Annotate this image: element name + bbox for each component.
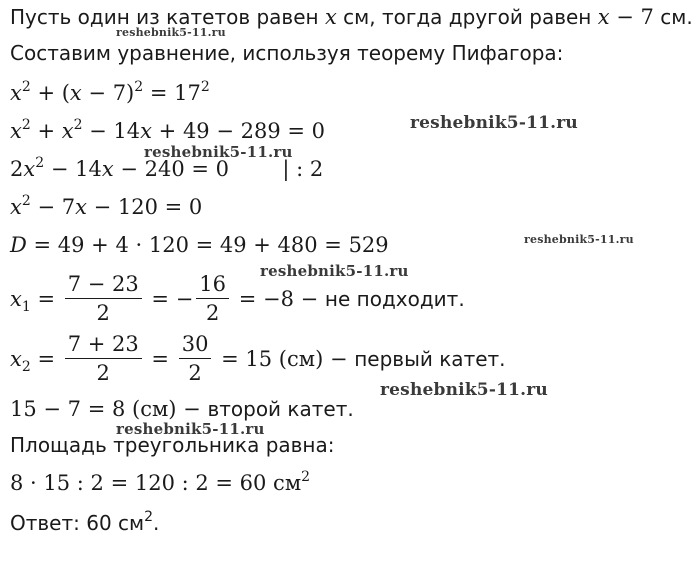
answer-line: Ответ: 60 $см^2$. (10, 509, 160, 535)
equation-expanded: $x^2 + x^2 - 14x + 49 - 289 = 0$ (10, 117, 326, 143)
fraction-x2: $\frac{7 + 23}{2}$ (65, 330, 142, 387)
area-computation: 8 · 15 : 2 = 120 : 2 = 60 $см^2$ (10, 469, 311, 495)
watermark: reshebnik5-11.ru (144, 143, 293, 161)
root-x1-line: $x_1$ = $\frac{7 - 23}{2}$ = − $\frac{16}{2}$ = −8 − не подходит. (10, 272, 465, 325)
discriminant-line: D = 49 + 4 · 120 = 49 + 480 = 529 (10, 233, 389, 257)
equation-pythagoras: $x^2 + (x - 7)^2 = 17^2$ (10, 79, 210, 105)
area-heading: Площадь треугольника равна: (10, 433, 335, 457)
equation-simplified: $2x^2 - 14x - 240 = 0$ | : 2 (10, 155, 324, 181)
watermark: reshebnik5-11.ru (380, 380, 548, 400)
root-x2-line: $x_2$ = $\frac{7 + 23}{2}$ = $\frac{30}{2}$ = 15 (см) − первый катет. (10, 332, 506, 385)
watermark: reshebnik5-11.ru (410, 113, 578, 133)
fraction-x1-simplified: $\frac{16}{2}$ (196, 270, 229, 327)
text-line-2: Составим уравнение, используя теорему Пифагора: (10, 41, 564, 65)
text-line-1: Пусть один из катетов равен x см, тогда другой равен x − 7 см. (10, 5, 693, 29)
second-leg-line: 15 − 7 = 8 (см) − второй катет. (10, 397, 354, 421)
watermark: reshebnik5-11.ru (116, 420, 265, 438)
fraction-x1: $\frac{7 - 23}{2}$ (65, 270, 142, 327)
watermark: reshebnik5-11.ru (260, 262, 409, 280)
watermark: reshebnik5-11.ru (116, 26, 226, 39)
watermark: reshebnik5-11.ru (524, 233, 634, 246)
fraction-x2-simplified: $\frac{30}{2}$ (179, 330, 212, 387)
equation-reduced: $x^2 - 7x - 120 = 0$ (10, 193, 203, 219)
